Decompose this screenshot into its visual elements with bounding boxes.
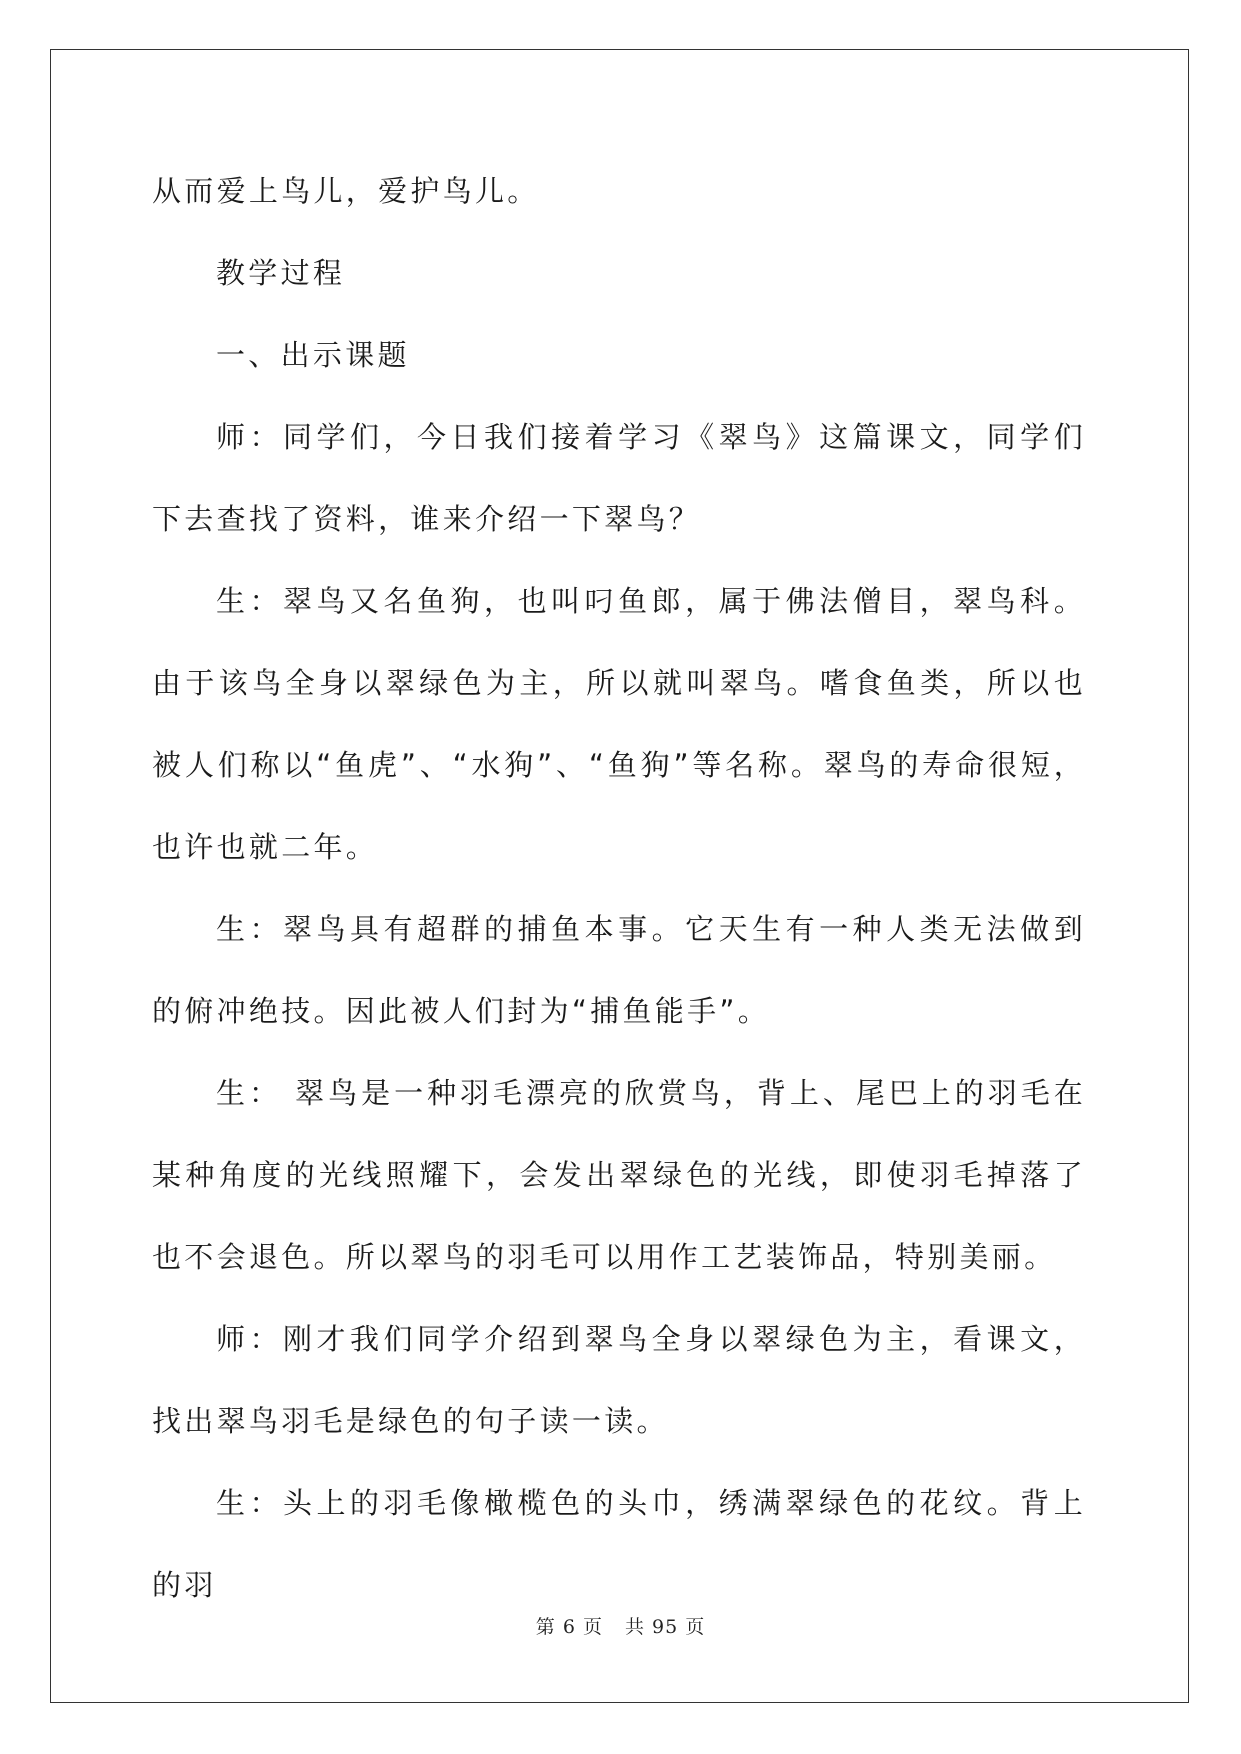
paragraph: 师：刚才我们同学介绍到翠鸟全身以翠绿色为主，看课文，找出翠鸟羽毛是绿色的句子读一读。 [152,1322,1086,1438]
document-body [152,150,1086,1626]
page-total: 共 95 页 [624,1616,706,1638]
paragraph: 从而爱上鸟儿，爱护鸟儿。 [152,174,540,208]
paragraph: 生： 翠鸟是一种羽毛漂亮的欣赏鸟，背上、尾巴上的羽毛在某种角度的光线照耀下，会发出翠绿色的光线，即使羽毛掉落了也不会退色。所以翠鸟的羽毛可以用作工艺装饰品，特别美丽。 [152,1076,1086,1274]
page-footer [0,1612,1241,1639]
page-number: 第 6 页 [535,1616,603,1638]
subsection-heading: 一、出示课题 [216,338,410,372]
section-heading: 教学过程 [216,256,346,290]
paragraph: 师：同学们，今日我们接着学习《翠鸟》这篇课文，同学们下去查找了资料，谁来介绍一下翠鸟？ [152,420,1086,536]
paragraph: 生：头上的羽毛像橄榄色的头巾，绣满翠绿色的花纹。背上的羽 [152,1486,1086,1602]
paragraph: 生：翠鸟又名鱼狗，也叫叼鱼郎，属于佛法僧目，翠鸟科。由于该鸟全身以翠绿色为主，所以就叫翠鸟。嗜食鱼类，所以也被人们称以“鱼虎”、“水狗”、“鱼狗”等名称。翠鸟的寿命很短，也许也就二年。 [152,584,1086,864]
paragraph: 生：翠鸟具有超群的捕鱼本事。它天生有一种人类无法做到的俯冲绝技。因此被人们封为“捕鱼能手”。 [152,912,1086,1028]
